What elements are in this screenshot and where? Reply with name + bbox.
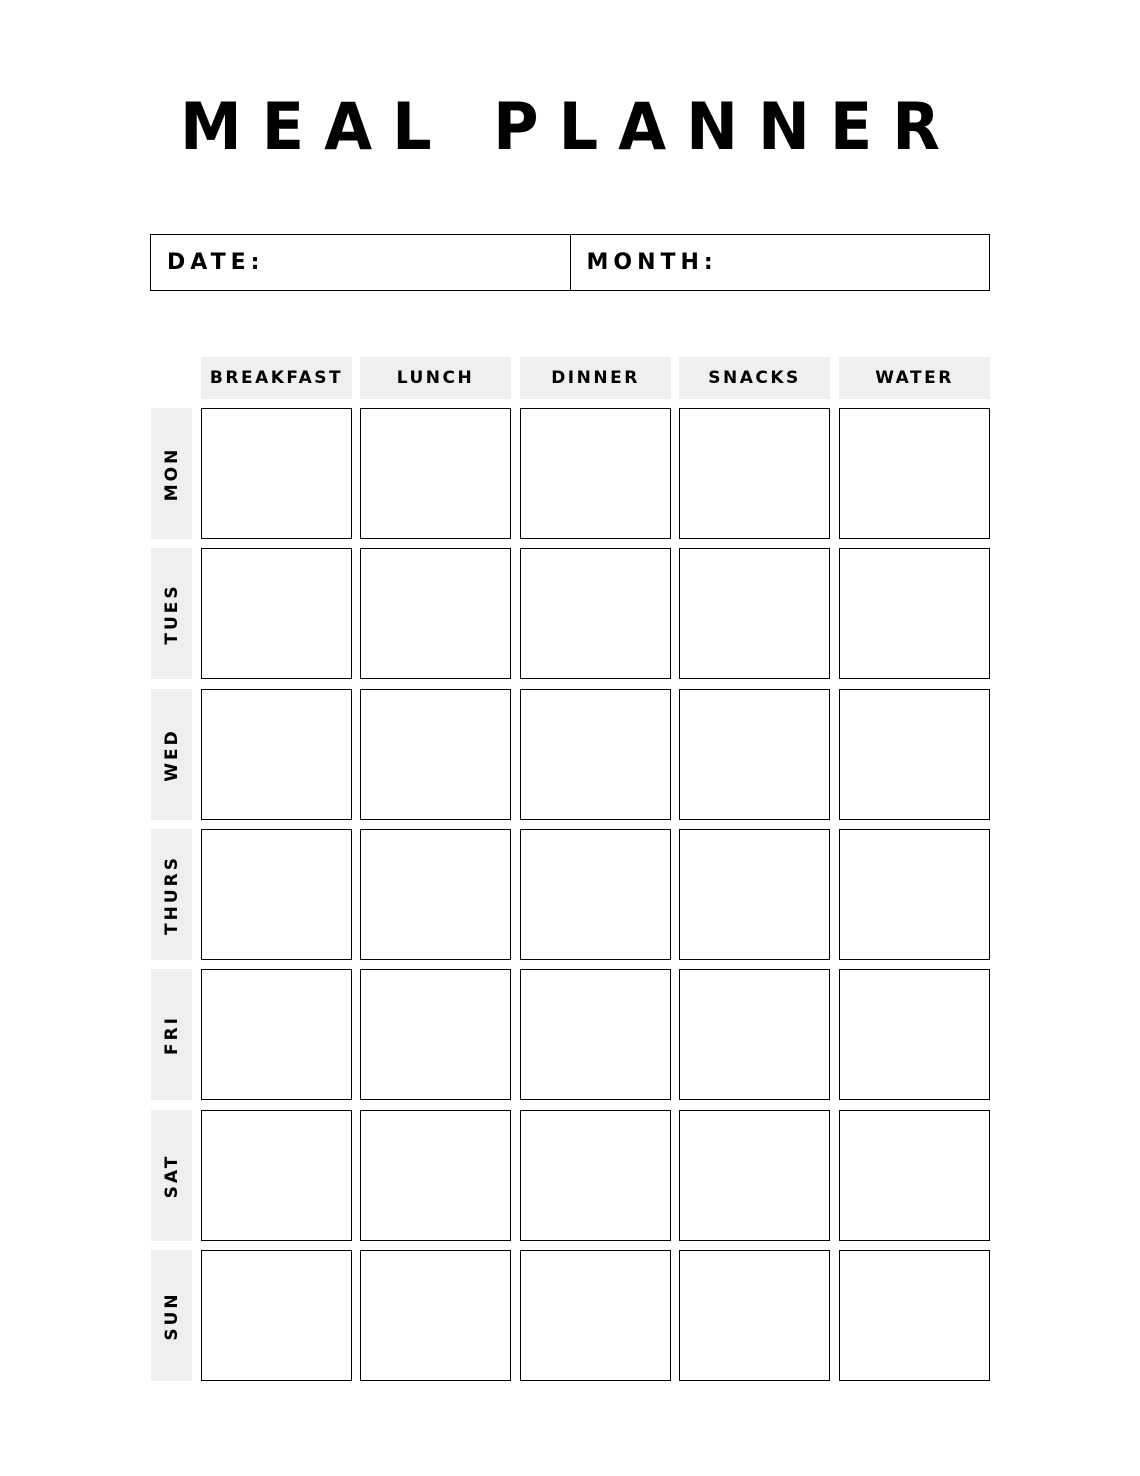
meal-cell-mon-breakfast[interactable]	[201, 408, 352, 539]
meal-cell-sun-water[interactable]	[839, 1250, 990, 1381]
meal-cell-tues-dinner[interactable]	[520, 548, 671, 679]
day-tab-tues	[151, 548, 192, 679]
meal-cell-thurs-dinner[interactable]	[520, 829, 671, 960]
meal-cell-wed-dinner[interactable]	[520, 689, 671, 820]
meal-cell-fri-snacks[interactable]	[679, 969, 830, 1100]
day-label: MON	[161, 446, 182, 501]
meal-cell-tues-snacks[interactable]	[679, 548, 830, 679]
day-tab-thurs	[151, 829, 192, 960]
day-tab-sat	[151, 1110, 192, 1241]
meal-cell-tues-lunch[interactable]	[360, 548, 511, 679]
meal-cell-sat-dinner[interactable]	[520, 1110, 671, 1241]
meal-cell-mon-dinner[interactable]	[520, 408, 671, 539]
meal-cell-sat-water[interactable]	[839, 1110, 990, 1241]
meal-cell-sun-snacks[interactable]	[679, 1250, 830, 1381]
meal-cell-sun-lunch[interactable]	[360, 1250, 511, 1381]
meal-cell-sun-breakfast[interactable]	[201, 1250, 352, 1381]
meal-cell-thurs-water[interactable]	[839, 829, 990, 960]
meal-cell-wed-water[interactable]	[839, 689, 990, 820]
meal-cell-sun-dinner[interactable]	[520, 1250, 671, 1381]
meal-cell-wed-snacks[interactable]	[679, 689, 830, 820]
date-label: DATE:	[167, 250, 265, 275]
meal-cell-mon-water[interactable]	[839, 408, 990, 539]
meal-cell-fri-water[interactable]	[839, 969, 990, 1100]
meal-cell-thurs-snacks[interactable]	[679, 829, 830, 960]
day-label: SAT	[161, 1153, 182, 1198]
month-label: MONTH:	[586, 250, 718, 275]
meal-cell-wed-breakfast[interactable]	[201, 689, 352, 820]
meal-cell-thurs-breakfast[interactable]	[201, 829, 352, 960]
day-tab-sun	[151, 1250, 192, 1381]
meal-cell-sat-breakfast[interactable]	[201, 1110, 352, 1241]
day-tab-mon	[151, 408, 192, 539]
column-header-dinner: DINNER	[520, 357, 671, 399]
column-header-snacks: SNACKS	[679, 357, 830, 399]
meal-cell-fri-lunch[interactable]	[360, 969, 511, 1100]
date-month-bar	[150, 234, 990, 291]
meal-cell-wed-lunch[interactable]	[360, 689, 511, 820]
day-tab-fri	[151, 969, 192, 1100]
day-label: WED	[161, 727, 182, 782]
month-field[interactable]	[570, 235, 990, 290]
meal-cell-thurs-lunch[interactable]	[360, 829, 511, 960]
meal-cell-mon-snacks[interactable]	[679, 408, 830, 539]
day-label: SUN	[161, 1290, 182, 1341]
meal-cell-fri-breakfast[interactable]	[201, 969, 352, 1100]
meal-cell-mon-lunch[interactable]	[360, 408, 511, 539]
day-label: FRI	[161, 1014, 182, 1055]
column-header-water: WATER	[839, 357, 990, 399]
meal-cell-sat-lunch[interactable]	[360, 1110, 511, 1241]
meal-cell-tues-breakfast[interactable]	[201, 548, 352, 679]
page-title: MEAL PLANNER	[180, 88, 960, 165]
column-header-breakfast: BREAKFAST	[201, 357, 352, 399]
meal-cell-sat-snacks[interactable]	[679, 1110, 830, 1241]
meal-cell-tues-water[interactable]	[839, 548, 990, 679]
day-tab-wed	[151, 689, 192, 820]
day-label: TUES	[161, 582, 182, 645]
date-field[interactable]	[151, 235, 570, 290]
meal-cell-fri-dinner[interactable]	[520, 969, 671, 1100]
day-label: THURS	[161, 854, 182, 935]
column-header-lunch: LUNCH	[360, 357, 511, 399]
